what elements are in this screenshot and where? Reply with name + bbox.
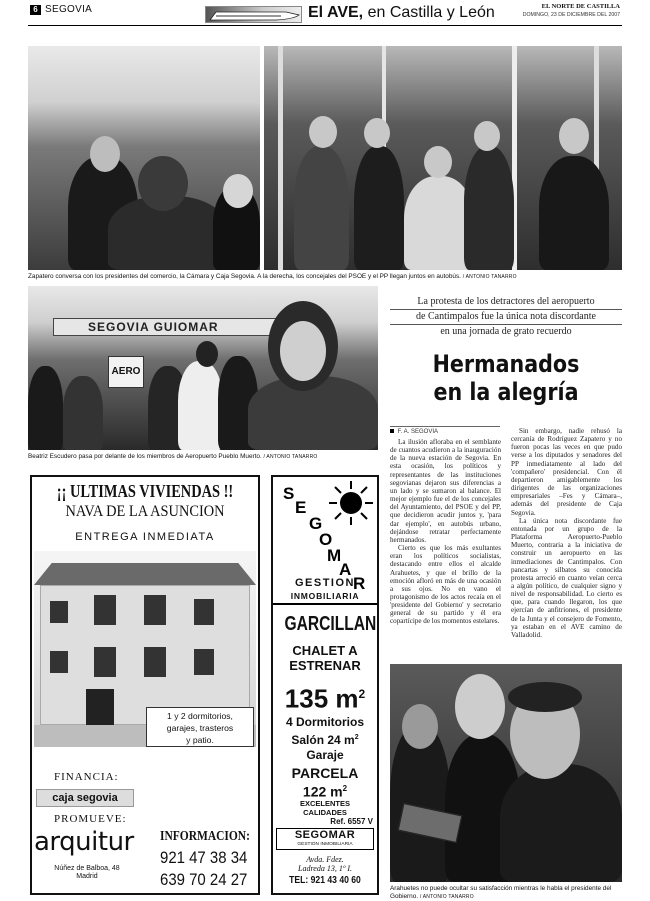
rooms-box bbox=[146, 707, 254, 747]
brand-letter: O bbox=[319, 530, 333, 549]
parcela-size bbox=[273, 781, 377, 800]
brand-letter: R bbox=[353, 574, 366, 593]
byline bbox=[390, 426, 500, 435]
kicker-line-2: de Cantimpalos fue la única nota discordante bbox=[390, 310, 622, 325]
segomar-inmobiliaria: INMOBILIARIA bbox=[273, 591, 377, 605]
ad-left-financia-label: FINANCIA: bbox=[54, 771, 119, 783]
kicker-line-3: en una jornada de grato recuerdo bbox=[440, 326, 572, 337]
ad-left-phone-2: 639 70 24 27 bbox=[160, 870, 248, 889]
station-banner bbox=[53, 318, 283, 336]
parcela-exp: 2 bbox=[342, 784, 348, 793]
quality-line-1: EXCELENTES bbox=[299, 799, 350, 808]
col2-paragraph-1: Sin embargo, nadie rehusó la cercanía de Rodríguez Zapatero y no fueron pocas las veces en que pudo verse a los diputados y senadores del PP inmediatamente al lado del 'compañero' presidencial. Con él departieron amigablemente los dirigentes de las organizaciones empresariales –Fes y Cámara–, además del presidente de Caja Segovia. bbox=[511, 427, 622, 517]
col2-paragraph-2: La única nota discordante fue entonada por un grupo de la Plataforma Aeropuerto-Pueblo Muerto, contraria a la iniciativa de construir un aeropuerto en las inmediaciones de Cantimpalos. Con pancartas y silbatos su conocida protesta arreció en cuanto veían cerca a algún político, de cualquier signo y nivel de responsabilidad. Lo cierto es que, para cuando llegaron, los que ejercían de anfitriones, el presidente de la Junta y el consejero de Fomento, ya estaban en el AVE camino de Valladolid. bbox=[511, 516, 622, 639]
page-number: 6 bbox=[30, 5, 41, 15]
ad-right-address bbox=[273, 855, 377, 873]
ad-right-quality bbox=[273, 799, 377, 817]
section-title bbox=[308, 4, 495, 22]
bus-pole bbox=[278, 46, 283, 270]
ad-left-headline: ¡¡ ULTIMAS VIVIENDAS !! bbox=[56, 481, 234, 501]
building-roof bbox=[34, 563, 256, 585]
parcela-label: PARCELA bbox=[291, 765, 359, 781]
ad-right-chalet bbox=[273, 643, 377, 673]
brand-letter: G bbox=[309, 514, 323, 533]
garage: Garaje bbox=[306, 748, 344, 762]
footer-brand: SEGOMAR bbox=[294, 829, 356, 841]
segomar-gestion: GESTION bbox=[294, 577, 355, 589]
header-rule bbox=[28, 25, 622, 26]
caption-bottom-credit: / ANTONIO TANARRO bbox=[419, 893, 474, 900]
section-title-rest: en Castilla y León bbox=[367, 4, 495, 21]
chalet-line-2: ESTRENAR bbox=[289, 658, 361, 673]
caption-mid-credit: / ANTONIO TANARRO bbox=[263, 454, 318, 460]
headline-line-1: Hermanados bbox=[432, 350, 580, 378]
caption-mid-photo bbox=[28, 453, 378, 461]
article-headline bbox=[406, 350, 606, 406]
byline-text: F. A. SEGOVIA bbox=[397, 429, 439, 435]
address-line-1: Núñez de Balboa, 48 bbox=[54, 865, 120, 872]
salon-text: Salón 24 m bbox=[291, 733, 355, 747]
ad-left-bank-logo bbox=[36, 789, 134, 807]
ad-left-phone-1: 921 47 38 34 bbox=[160, 848, 248, 867]
chalet-line-1: CHALET A bbox=[292, 643, 358, 658]
article-column-2 bbox=[511, 427, 622, 639]
ad-left-info-label: INFORMACION: bbox=[160, 829, 250, 844]
photo-bus-councillors bbox=[264, 46, 622, 270]
col1-paragraph-1: La ilusión afloraba en el semblante de cuantos acudieron a la inauguración de la nueva estación de Segovia. En esta ocasión, los políticos y representantes de las instituciones segovianas dejaron sus diferencias a un lado y se sumaron al balance. El mejor ejemplo fue el de los concejales del Ayuntamiento, del PSOE y del PP, que decidieron acudir juntos y, 'para dar ejemplo', en autobús urbano, dejándose retratar perfectamente hermanados. bbox=[390, 438, 501, 544]
caption-top-credit: / ANTONIO TANARRO bbox=[462, 274, 517, 280]
article-kicker bbox=[390, 295, 622, 339]
brand-letter: S bbox=[283, 484, 295, 503]
head-right bbox=[223, 174, 253, 208]
caption-mid-text: Beatriz Escudero pasa por delante de los miembros de Aeropuerto Pueblo Muerto. bbox=[28, 453, 262, 460]
brand-letter: M bbox=[327, 546, 342, 565]
protest-sign bbox=[108, 356, 144, 388]
head-zapatero bbox=[90, 136, 120, 172]
figure-arahuetes bbox=[500, 764, 622, 882]
issue-date: DOMINGO, 23 DE DICIEMBRE DEL 2007 bbox=[522, 12, 620, 18]
rooms-line-2: garajes, trasteros bbox=[166, 723, 234, 733]
head-back bbox=[138, 156, 188, 211]
ad-nava-de-la-asuncion bbox=[30, 475, 260, 895]
ad-right-ref: Ref. 6557 V bbox=[330, 817, 373, 826]
bedrooms: 4 Dormitorios bbox=[285, 715, 364, 729]
section-label: SEGOVIA bbox=[45, 4, 93, 15]
section-title-bold: El AVE, bbox=[308, 4, 364, 21]
area-value: 135 m bbox=[284, 683, 359, 714]
brand-letter: E bbox=[295, 498, 307, 517]
ad-right-area bbox=[273, 679, 377, 714]
caption-bottom-text: Arahuetes no puede ocultar su satisfacción mientras le habla el presidente del Gobierno. bbox=[390, 885, 612, 900]
ad-right-parcela bbox=[273, 765, 377, 800]
col1-paragraph-2: Cierto es que los más exultantes eran los políticos socialistas, destacando entre ellos el alcalde Arahuetes, y que el brillo de la emoción afloró en más de una ocasión a sus ojos. No en vano el protagonismo de los actos recaía en el 'presidente del Gobierno' y secretario general de su partido y él era copartícipe de los momentos estelares. bbox=[390, 544, 501, 626]
caption-top-photos bbox=[28, 273, 622, 281]
ad-left-promoter-logo: arquitur bbox=[34, 827, 134, 857]
salon bbox=[273, 730, 377, 748]
protest-sign-text: AERO bbox=[111, 366, 141, 377]
photo-arahuetes-zapatero bbox=[390, 664, 622, 882]
paper-name: EL NORTE DE CASTILLA bbox=[541, 3, 620, 10]
quality-line-2: CALIDADES bbox=[303, 808, 347, 817]
ad-right-place: GARCILLAN bbox=[284, 613, 377, 635]
ad-left-delivery: ENTREGA INMEDIATA bbox=[75, 531, 215, 543]
address-line-2: Madrid bbox=[76, 873, 98, 880]
ad-left-promueve-label: PROMUEVE: bbox=[54, 813, 127, 825]
caption-top-text: Zapatero conversa con los presidentes del comercio, la Cámara y Caja Segovia. A la derecha, los concejales del PSOE y el PP llegan juntos en autobús. bbox=[28, 273, 461, 280]
kicker-line-1: La protesta de los detractores del aeropuerto bbox=[390, 295, 622, 310]
station-banner-text: SEGOVIA GUIOMAR bbox=[88, 320, 219, 334]
ad-left-building-photo bbox=[34, 551, 256, 747]
ad-right-features bbox=[273, 715, 377, 763]
brand-letter: A bbox=[339, 560, 352, 579]
address-line-2: Ladreda 13, 1º I. bbox=[298, 864, 352, 873]
rooms-line-3: y patio. bbox=[186, 735, 214, 745]
footer-sub: GESTION INMOBILIARIA bbox=[297, 842, 353, 847]
ad-left-town: NAVA DE LA ASUNCION bbox=[65, 503, 225, 520]
parcela-value: 122 m bbox=[302, 783, 343, 800]
headline-line-2: en la alegría bbox=[433, 378, 579, 406]
address-line-1: Avda. Fdez. bbox=[306, 855, 344, 864]
photo-protest bbox=[28, 286, 378, 450]
salon-exp: 2 bbox=[354, 734, 359, 741]
train-logo bbox=[205, 6, 302, 23]
ad-left-address bbox=[38, 865, 136, 881]
bank-name: caja segovia bbox=[52, 792, 118, 804]
rooms-line-1: 1 y 2 dormitorios, bbox=[167, 711, 233, 721]
article-column-1 bbox=[390, 438, 501, 626]
area-exp: 2 bbox=[358, 687, 366, 701]
train-icon bbox=[206, 7, 303, 24]
ad-right-footer-brand bbox=[276, 828, 374, 850]
head-zapatero-b bbox=[455, 674, 505, 739]
caption-bottom-photo bbox=[390, 885, 622, 901]
byline-square bbox=[390, 429, 394, 433]
ad-segomar bbox=[271, 475, 379, 895]
photo-zapatero-handshake bbox=[28, 46, 260, 270]
ad-right-phone: TEL: 921 43 40 60 bbox=[289, 875, 361, 886]
